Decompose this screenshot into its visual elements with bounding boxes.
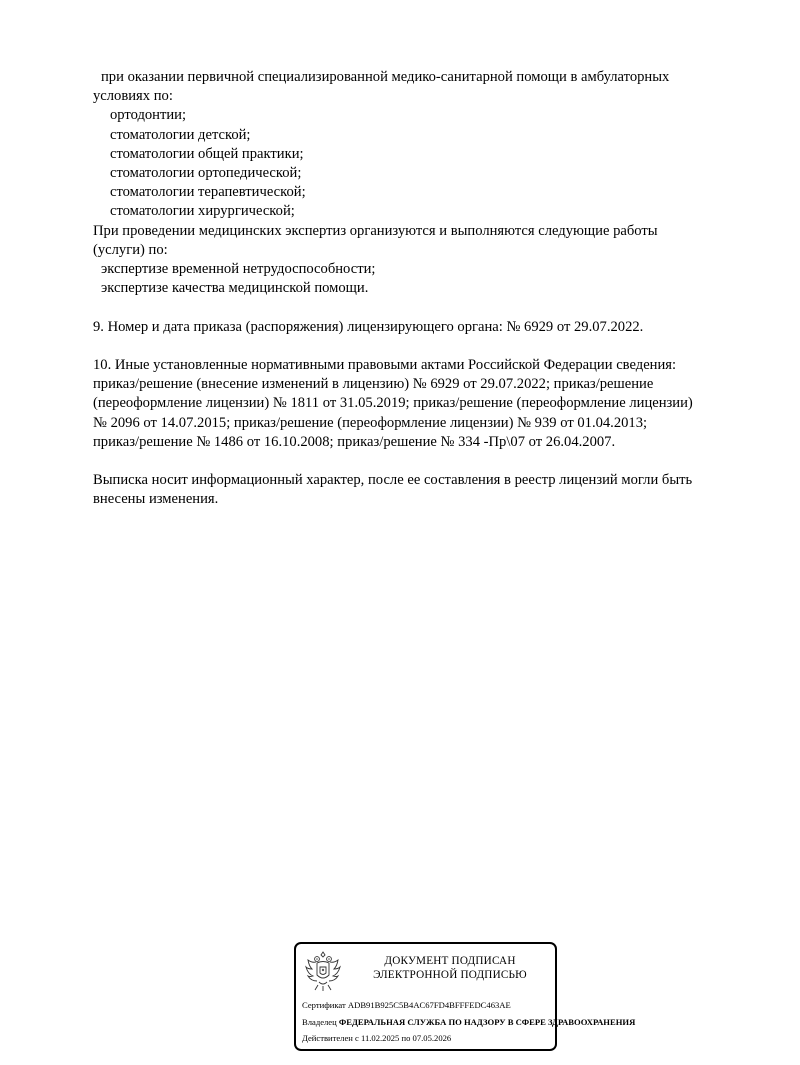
list-item: экспертизе качества медицинской помощи. — [101, 280, 369, 297]
section-10-line: 10. Иные установленные нормативными правовыми актами Российской Федерации сведения: — [93, 357, 677, 374]
paragraph-line: при оказании первичной специализированной медико-санитарной помощи в амбулаторных — [101, 69, 670, 85]
owner-value: ФЕДЕРАЛЬНАЯ СЛУЖБА ПО НАДЗОРУ В СФЕРЕ ЗДРАВООХРАНЕНИЯ — [338, 1017, 636, 1027]
stamp-title: ДОКУМЕНТ ПОДПИСАН — [384, 955, 516, 967]
document-body — [93, 68, 773, 510]
owner-label: Владелец — [302, 1017, 337, 1027]
list-item: стоматологии хирургической; — [110, 203, 295, 220]
certificate-value: ADB91B925C5B4AC67FD4BFFFEDC463AE — [347, 1000, 511, 1010]
spacer — [93, 337, 773, 356]
certificate-row — [302, 1000, 511, 1011]
coat-of-arms-icon — [303, 949, 343, 993]
list-item: ортодонтии; — [110, 107, 187, 124]
paragraph-line: При проведении медицинских экспертиз организуются и выполняются следующие работы — [93, 222, 658, 239]
section-10-line: (переоформление лицензии) № 1811 от 31.05.2019; приказ/решение (переоформление лицензии) — [93, 395, 693, 412]
validity-period: Действителен с 11.02.2025 по 07.05.2026 — [302, 1033, 452, 1043]
electronic-signature-stamp — [294, 942, 636, 1051]
spacer — [93, 452, 773, 471]
list-item: стоматологии терапевтической; — [110, 184, 306, 201]
section-10-line: приказ/решение № 1486 от 16.10.2008; приказ/решение № 334 -Пр\07 от 26.04.2007. — [93, 433, 616, 450]
note-line: Выписка носит информационный характер, после ее составления в реестр лицензий могли быть — [93, 472, 693, 489]
certificate-label: Сертификат — [302, 1000, 346, 1010]
list-item: стоматологии детской; — [110, 126, 251, 143]
stamp-subtitle: ЭЛЕКТРОННОЙ ПОДПИСЬЮ — [373, 969, 527, 981]
spacer — [93, 298, 773, 317]
paragraph-line: условиях по: — [93, 88, 173, 105]
list-item: экспертизе временной нетрудоспособности; — [101, 261, 376, 278]
note-line: внесены изменения. — [93, 491, 219, 508]
list-item: стоматологии ортопедической; — [110, 165, 302, 182]
list-item: стоматологии общей практики; — [110, 145, 304, 162]
paragraph-line: (услуги) по: — [93, 241, 168, 258]
section-10-line: № 2096 от 14.07.2015; приказ/решение (переоформление лицензии) № 939 от 01.04.2013; — [93, 414, 648, 431]
section-9: 9. Номер и дата приказа (распоряжения) лицензирующего органа: № 6929 от 29.07.2022. — [93, 318, 644, 335]
owner-row — [302, 1017, 635, 1028]
section-10-line: приказ/решение (внесение изменений в лицензию) № 6929 от 29.07.2022; приказ/решение — [93, 376, 654, 393]
